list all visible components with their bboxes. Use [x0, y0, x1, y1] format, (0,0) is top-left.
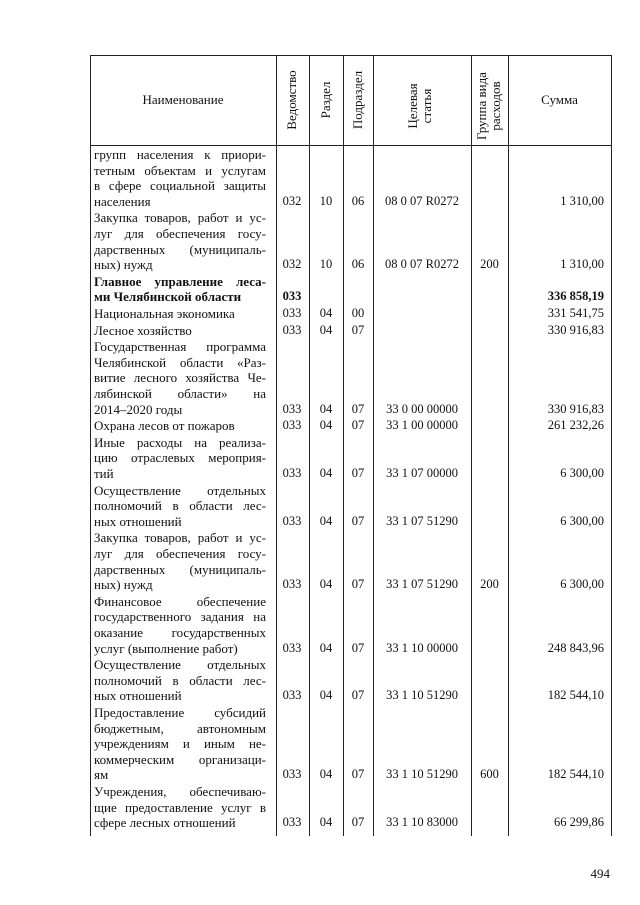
table-top-border	[90, 55, 612, 56]
cell-sum: 66 299,86	[554, 815, 604, 830]
page-number: 494	[590, 866, 610, 881]
cell-raz: 04	[319, 688, 333, 703]
cell-ved: 033	[282, 577, 302, 592]
cell-sum: 1 310,00	[560, 193, 604, 208]
cell-sum: 6 300,00	[560, 513, 604, 528]
row-name-line: полномочий в области лес-	[94, 498, 266, 514]
row-name-line: витие лесного хозяйства Че-	[94, 370, 266, 386]
row-name-line: Иные расходы на реализа-	[94, 434, 266, 450]
cell-sum: 330 916,83	[547, 322, 604, 337]
row-name	[94, 339, 266, 417]
cell-grp: 200	[480, 577, 499, 592]
row-name-line: ных) нужд	[94, 257, 153, 273]
cell-sum: 330 916,83	[547, 401, 604, 416]
row-name-line: дарственных (муниципаль-	[94, 241, 266, 257]
row-name	[94, 784, 266, 831]
cell-raz: 10	[319, 193, 333, 208]
table-left-border	[90, 55, 91, 836]
row-name-line: Предоставление субсидий	[94, 705, 266, 720]
row-name-line: ям	[94, 767, 109, 783]
cell-pod: 07	[351, 767, 365, 782]
cell-pod: 07	[351, 465, 365, 480]
cell-cel: 08 0 07 R0272	[385, 193, 459, 208]
cell-sum: 336 858,19	[547, 289, 604, 304]
cell-cel: 33 1 10 00000	[386, 640, 458, 655]
cell-pod: 07	[351, 513, 365, 528]
cell-pod: 07	[351, 640, 365, 655]
cell-raz: 04	[319, 401, 333, 416]
header-gruppa-line2: расходов	[488, 81, 503, 131]
cell-sum: 248 843,96	[547, 640, 604, 655]
row-name	[94, 274, 266, 305]
row-name-line: групп населения к приори-	[94, 147, 266, 162]
row-name-line: Государственная программа	[94, 339, 266, 355]
cell-raz: 04	[319, 640, 333, 655]
row-name	[94, 657, 266, 704]
row-name-line: сфере лесных отношений	[94, 815, 236, 831]
cell-ved: 032	[282, 193, 302, 208]
cell-cel: 08 0 07 R0272	[385, 257, 459, 272]
row-name-line: государственного задания на	[94, 609, 266, 625]
row-name-line: Главное управление леса-	[94, 273, 266, 289]
cell-pod: 07	[351, 322, 365, 337]
cell-grp: 600	[480, 767, 499, 782]
row-name-line: цию отраслевых мероприя-	[94, 450, 266, 466]
header-razdel: Раздел	[318, 81, 333, 119]
cell-ved: 033	[282, 815, 302, 830]
row-name-line: Закупка товаров, работ и ус-	[94, 210, 266, 226]
cell-sum: 182 544,10	[547, 688, 604, 703]
col-divider-ved	[276, 55, 277, 836]
cell-sum: 261 232,26	[547, 418, 604, 433]
row-name-line: Лесное хозяйство	[94, 322, 192, 338]
row-name	[94, 306, 266, 322]
cell-ved: 033	[282, 289, 302, 304]
cell-cel: 33 1 00 00000	[386, 418, 458, 433]
cell-cel: 33 0 00 00000	[386, 401, 458, 416]
cell-cel: 33 1 07 00000	[386, 465, 458, 480]
cell-ved: 033	[282, 418, 302, 433]
table-right-border	[611, 55, 612, 836]
row-name-line: Финансовое обеспечение	[94, 593, 266, 609]
row-name-line: коммерческим организаци-	[94, 751, 266, 767]
col-divider-raz	[309, 55, 310, 836]
col-divider-cel	[373, 55, 374, 836]
row-name	[94, 530, 266, 592]
row-name-line: луг для обеспечения госу-	[94, 545, 266, 561]
cell-sum: 6 300,00	[560, 465, 604, 480]
cell-ved: 033	[282, 513, 302, 528]
row-name-line: Охрана лесов от пожаров	[94, 418, 235, 434]
cell-cel: 33 1 07 51290	[386, 513, 458, 528]
cell-sum: 182 544,10	[547, 767, 604, 782]
row-name-line: Осуществление отдельных	[94, 657, 266, 673]
row-name-line: ных отношений	[94, 688, 182, 704]
row-name-line: Учреждения, обеспечиваю-	[94, 784, 266, 799]
cell-pod: 07	[351, 577, 365, 592]
row-name-line: тетным объектам и услугам	[94, 162, 266, 178]
header-celevaya-line2: статья	[419, 88, 434, 124]
row-name	[94, 147, 266, 209]
cell-raz: 04	[319, 465, 333, 480]
header-gruppa	[475, 61, 503, 151]
cell-sum: 1 310,00	[560, 257, 604, 272]
row-name	[94, 418, 266, 434]
header-podrazdel: Подраздел	[350, 70, 365, 130]
cell-sum: 331 541,75	[547, 306, 604, 320]
cell-pod: 00	[351, 306, 365, 320]
row-name-line: дарственных (муниципаль-	[94, 561, 266, 577]
cell-raz: 04	[319, 577, 333, 592]
row-name-line: бюджетным, автономным	[94, 720, 266, 736]
row-name	[94, 705, 266, 783]
cell-cel: 33 1 07 51290	[386, 577, 458, 592]
header-bottom-border	[90, 145, 612, 146]
cell-grp: 200	[480, 257, 499, 272]
header-celevaya-line1: Целевая	[405, 83, 420, 129]
cell-raz: 04	[319, 418, 333, 433]
cell-raz: 04	[319, 815, 333, 830]
row-name	[94, 323, 266, 339]
col-divider-pod	[343, 55, 344, 836]
cell-ved: 033	[282, 640, 302, 655]
row-name-line: в сфере социальной защиты	[94, 178, 266, 194]
row-name-line: учреждениям и иным не-	[94, 736, 266, 752]
cell-cel: 33 1 10 51290	[386, 767, 458, 782]
cell-pod: 06	[351, 257, 365, 272]
row-name	[94, 210, 266, 272]
row-name-line: ных) нужд	[94, 577, 153, 593]
cell-pod: 07	[351, 688, 365, 703]
header-vedomstvo: Ведомство	[284, 70, 299, 130]
row-name	[94, 483, 266, 530]
cell-pod: 07	[351, 418, 365, 433]
row-name-line: тий	[94, 465, 114, 481]
cell-pod: 07	[351, 401, 365, 416]
cell-ved: 033	[282, 767, 302, 782]
row-name-line: Осуществление отдельных	[94, 482, 266, 498]
cell-ved: 032	[282, 257, 302, 272]
header-summa: Сумма	[541, 92, 578, 107]
cell-raz: 10	[319, 257, 333, 272]
row-name-line: оказание государственных	[94, 624, 266, 640]
row-name-line: Челябинской области «Раз-	[94, 354, 266, 370]
cell-raz: 04	[319, 322, 333, 337]
col-divider-grp	[471, 55, 472, 836]
row-name	[94, 594, 266, 656]
cell-ved: 033	[282, 688, 302, 703]
cell-raz: 04	[319, 513, 333, 528]
cell-sum: 6 300,00	[560, 577, 604, 592]
row-name-line: услуг (выполнение работ)	[94, 640, 238, 656]
row-name-line: щие предоставление услуг в	[94, 799, 266, 815]
row-name-line: населения	[94, 193, 151, 209]
row-name-line: ми Челябинской области	[94, 289, 242, 305]
row-name-line: ных отношений	[94, 513, 182, 529]
cell-ved: 033	[282, 401, 302, 416]
row-name	[94, 435, 266, 482]
cell-ved: 033	[282, 322, 302, 337]
header-celevaya	[406, 61, 434, 151]
row-name-line: 2014–2020 годы	[94, 401, 183, 417]
header-name: Наименование	[142, 92, 224, 107]
cell-pod: 07	[351, 815, 365, 830]
cell-cel: 33 1 10 51290	[386, 688, 458, 703]
cell-raz: 04	[319, 767, 333, 782]
row-name-line: Национальная экономика	[94, 306, 235, 321]
cell-ved: 033	[282, 306, 302, 320]
row-name-line: полномочий в области лес-	[94, 672, 266, 688]
header-gruppa-line1: Группа вида	[474, 72, 489, 140]
row-name-line: луг для обеспечения госу-	[94, 225, 266, 241]
row-name-line: Закупка товаров, работ и ус-	[94, 530, 266, 546]
cell-raz: 04	[319, 306, 333, 320]
cell-pod: 06	[351, 193, 365, 208]
cell-ved: 033	[282, 465, 302, 480]
col-divider-sum	[508, 55, 509, 836]
cell-cel: 33 1 10 83000	[386, 815, 458, 830]
row-name-line: лябинской области» на	[94, 385, 266, 401]
